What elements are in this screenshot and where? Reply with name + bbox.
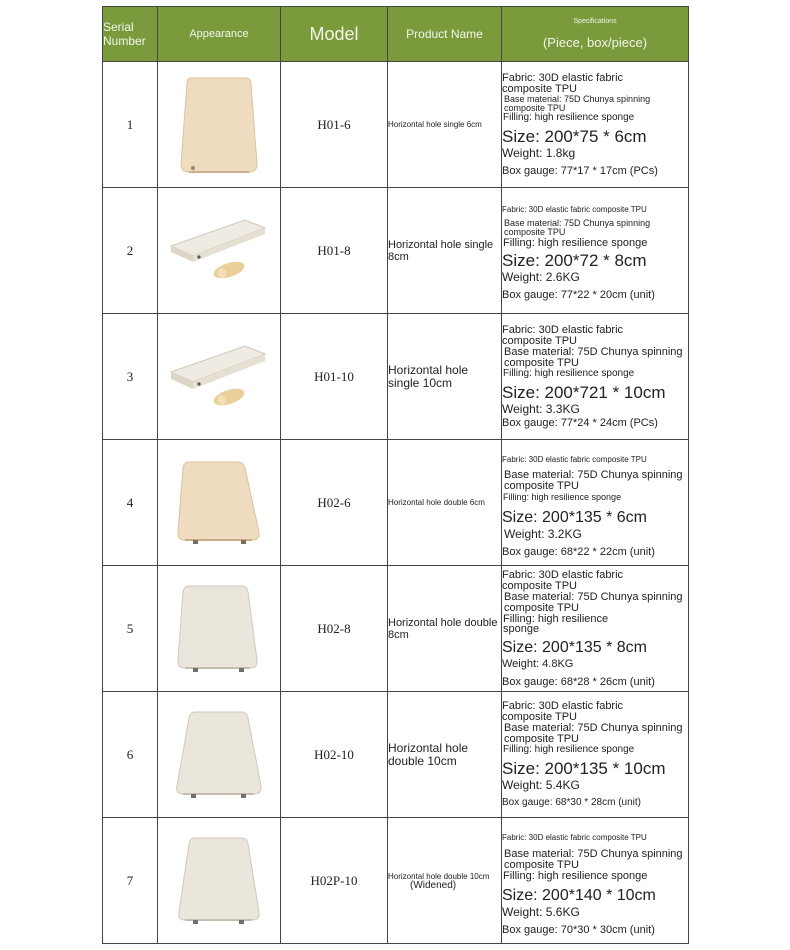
header-serial: Serial Number bbox=[103, 7, 158, 62]
serial-number: 4 bbox=[103, 440, 158, 566]
spec-fabric: Fabric: 30D elastic fabric composite TPU bbox=[502, 699, 624, 723]
product-name-text: Horizontal hole double 10cm bbox=[388, 871, 490, 881]
serial-number: 2 bbox=[103, 188, 158, 314]
serial-number: 1 bbox=[103, 62, 158, 188]
header-row bbox=[103, 7, 689, 62]
spec-weight: Weight: 2.6KG bbox=[502, 270, 580, 284]
serial-number: 6 bbox=[103, 692, 158, 818]
table-row bbox=[103, 692, 689, 818]
spec-weight: Weight: 5.6KG bbox=[502, 905, 580, 919]
product-name-suffix: (Widened) bbox=[410, 879, 457, 891]
appearance-cell bbox=[158, 692, 281, 818]
spec-weight: Weight: 4.8KG bbox=[502, 657, 574, 670]
serial-number: 3 bbox=[103, 314, 158, 440]
spec-filling: Filling: high resilience sponge bbox=[503, 367, 635, 379]
mattress-double-icon bbox=[171, 458, 267, 548]
appearance-cell bbox=[158, 314, 281, 440]
specifications-cell bbox=[502, 566, 689, 692]
spec-base-material: Base material: 75D Chunya spinning composite TPU bbox=[504, 93, 651, 113]
header-model: Model bbox=[281, 7, 388, 62]
model-number: H02-8 bbox=[281, 566, 388, 692]
table-row bbox=[103, 818, 689, 944]
product-name bbox=[388, 818, 502, 944]
mattress-angled-with-pillow-icon bbox=[167, 342, 271, 412]
spec-box-gauge: Box gauge: 68*22 * 22cm (unit) bbox=[502, 546, 655, 558]
serial-number: 5 bbox=[103, 566, 158, 692]
specifications-cell bbox=[502, 692, 689, 818]
appearance-cell bbox=[158, 440, 281, 566]
spec-size: Size: 200*140 * 10cm bbox=[502, 887, 656, 904]
spec-filling: Filling: high resilience sponge bbox=[503, 111, 635, 123]
table-row bbox=[103, 188, 689, 314]
spec-box-gauge: Box gauge: 77*24 * 24cm (PCs) bbox=[502, 416, 658, 429]
product-name: Horizontal hole double 10cm bbox=[388, 692, 502, 818]
specifications-cell bbox=[502, 314, 689, 440]
specifications-cell bbox=[502, 818, 689, 944]
spec-size: Size: 200*72 * 8cm bbox=[502, 251, 647, 270]
table-row bbox=[103, 62, 689, 188]
header-specifications bbox=[502, 7, 689, 62]
appearance-cell bbox=[158, 62, 281, 188]
appearance-cell bbox=[158, 566, 281, 692]
table-row bbox=[103, 440, 689, 566]
spec-base-material: Base material: 75D Chunya spinning composite TPU bbox=[504, 848, 683, 871]
specifications-cell bbox=[502, 440, 689, 566]
spec-box-gauge: Box gauge: 70*30 * 30cm (unit) bbox=[502, 924, 655, 936]
spec-size: Size: 200*721 * 10cm bbox=[502, 382, 666, 402]
specifications-cell bbox=[502, 62, 689, 188]
spec-weight: Weight: 3.3KG bbox=[502, 401, 580, 416]
spec-weight: Weight: 5.4KG bbox=[502, 777, 580, 792]
spec-filling: Filling: high resilience sponge bbox=[503, 492, 622, 502]
mattress-double-icon bbox=[171, 834, 267, 928]
spec-fabric: Fabric: 30D elastic fabric composite TPU bbox=[502, 205, 647, 214]
spec-base-material: Base material: 75D Chunya spinning composite TPU bbox=[504, 218, 651, 237]
mattress-tall-icon bbox=[171, 72, 267, 178]
spec-box-gauge: Box gauge: 68*30 * 28cm (unit) bbox=[502, 796, 641, 808]
table-row bbox=[103, 566, 689, 692]
spec-fabric: Fabric: 30D elastic fabric composite TPU bbox=[502, 833, 647, 842]
spec-base-material: Base material: 75D Chunya spinning composite TPU bbox=[504, 721, 683, 745]
model-number: H02P-10 bbox=[281, 818, 388, 944]
product-name: Horizontal hole double 6cm bbox=[388, 440, 502, 566]
appearance-cell bbox=[158, 188, 281, 314]
serial-number: 7 bbox=[103, 818, 158, 944]
spec-weight: Weight: 1.8kg bbox=[502, 145, 576, 160]
model-number: H01-10 bbox=[281, 314, 388, 440]
mattress-double-icon bbox=[171, 582, 267, 676]
table-row bbox=[103, 314, 689, 440]
spec-fabric: Fabric: 30D elastic fabric composite TPU bbox=[502, 71, 624, 95]
spec-filling: Filling: high resilience sponge bbox=[503, 237, 648, 249]
spec-box-gauge: Box gauge: 77*17 * 17cm (PCs) bbox=[502, 164, 658, 177]
spec-size: Size: 200*135 * 6cm bbox=[502, 509, 647, 526]
product-name: Horizontal hole single 8cm bbox=[388, 188, 502, 314]
mattress-double-icon bbox=[171, 708, 267, 802]
appearance-cell bbox=[158, 818, 281, 944]
mattress-angled-with-pillow-icon bbox=[167, 216, 271, 286]
spec-fabric: Fabric: 30D elastic fabric composite TPU bbox=[502, 568, 624, 592]
spec-base-material: Base material: 75D Chunya spinning composite TPU bbox=[504, 469, 683, 492]
spec-fabric: Fabric: 30D elastic fabric composite TPU bbox=[502, 323, 624, 347]
spec-weight: Weight: 3.2KG bbox=[504, 527, 582, 541]
spec-filling: Filling: high resilience sponge bbox=[503, 870, 648, 882]
spec-box-gauge: Box gauge: 77*22 * 20cm (unit) bbox=[502, 289, 655, 301]
product-name: Horizontal hole single 6cm bbox=[388, 62, 502, 188]
specifications-cell bbox=[502, 188, 689, 314]
model-number: H01-6 bbox=[281, 62, 388, 188]
header-appearance: Appearance bbox=[158, 7, 281, 62]
model-number: H01-8 bbox=[281, 188, 388, 314]
header-specifications-title: Specifications bbox=[573, 18, 617, 25]
spec-size: Size: 200*135 * 8cm bbox=[502, 638, 647, 656]
spec-base-material: Base material: 75D Chunya spinning composite TPU bbox=[504, 345, 683, 369]
spec-filling: Filling: high resilience sponge bbox=[503, 612, 609, 635]
spec-base-material: Base material: 75D Chunya spinning composite TPU bbox=[504, 590, 683, 614]
header-product-name: Product Name bbox=[388, 7, 502, 62]
product-name: Horizontal hole single 10cm bbox=[388, 314, 502, 440]
spec-fabric: Fabric: 30D elastic fabric composite TPU bbox=[502, 455, 647, 464]
model-number: H02-6 bbox=[281, 440, 388, 566]
spec-box-gauge: Box gauge: 68*28 * 26cm (unit) bbox=[502, 675, 655, 688]
product-spec-table bbox=[102, 6, 689, 944]
spec-size: Size: 200*135 * 10cm bbox=[502, 758, 666, 778]
product-name: Horizontal hole double 8cm bbox=[388, 566, 502, 692]
spec-size: Size: 200*75 * 6cm bbox=[502, 126, 647, 146]
spec-filling: Filling: high resilience sponge bbox=[503, 743, 635, 755]
model-number: H02-10 bbox=[281, 692, 388, 818]
header-specifications-unit: (Piece, box/piece) bbox=[542, 35, 648, 50]
